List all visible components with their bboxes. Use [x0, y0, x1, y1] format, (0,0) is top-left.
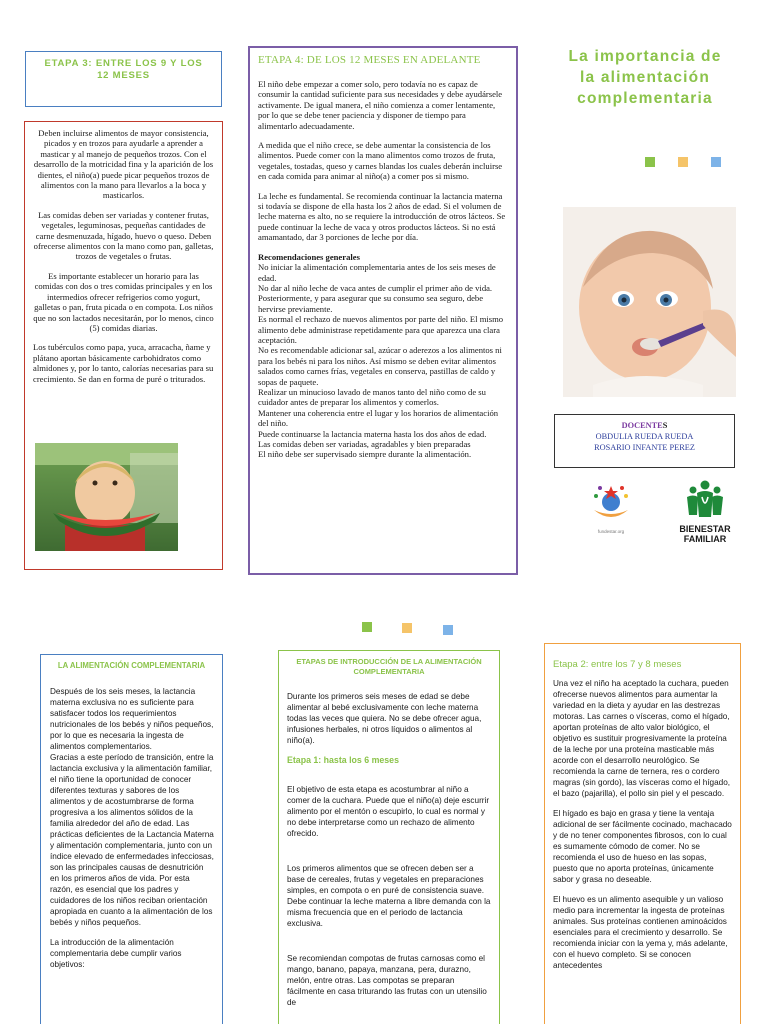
docentes-label-suffix: S [662, 421, 668, 430]
stage4-box [248, 46, 518, 575]
docentes-box [554, 414, 735, 468]
bienestar-logo-line: FAMILIAR [683, 534, 727, 544]
complementary-feeding-title: LA ALIMENTACIÓN COMPLEMENTARIA [57, 661, 206, 670]
baby-spoon-photo [563, 207, 736, 397]
stage3-paragraph: Es importante establecer un horario para las comidas con dos o tres comidas principales y en los intermedios ofrecer refrigerios como yogurt, galletas o pan, fruta picada o en compota. Los niños que no son lactados necesitarán, por lo menos, cinco (5) comidas diarias. [33, 270, 214, 333]
recommendation-item: No iniciar la alimentación complementaria antes de los seis meses de edad. [258, 262, 496, 283]
docentes-label-main: DOCENTE [621, 421, 663, 430]
bienestar-familiar-logo [675, 479, 735, 545]
stages-introduction-title: ETAPAS DE INTRODUCCIÓN DE LA ALIMENTACIÓN COMPLEMENTARIA [296, 657, 482, 676]
green-square-decor [362, 622, 372, 632]
complementary-feeding-paragraph: Después de los seis meses, la lactancia materna exclusiva no es suficiente para satisfacer todos los requerimientos nutricionales de los bebés y niños pequeños, por lo que es necesaria la ingesta de alimentos complementarios. [50, 687, 214, 751]
stage4-paragraph: El niño debe empezar a comer solo, pero todavía no es capaz de consumir la cantidad suficiente para sus necesidades y debe ayudársele activamente. De igual manera, el niño comienza a comer lentamente, por lo que se debe tener paciencia y disponer de tiempo para alimentarlo adecuadamente. [258, 79, 503, 131]
stage2-paragraph: El hígado es bajo en grasa y tiene la ventaja adicional de ser fácilmente cocinado, machacado y de no tener componentes fibrosos, con lo cual es sumamente cómodo de comer. No se recomienda el uso de hueso en las sopas, puesto que no aporta proteínas, únicamente sabor y grasa no deseable. [553, 809, 732, 884]
recommendation-item: Puede continuarse la lactancia materna hasta los dos años de edad. [258, 428, 487, 439]
fundestar-caption: fundestar.org [597, 529, 625, 534]
stage4-paragraph: A medida que el niño crece, se debe aumentar la consistencia de los alimentos. Puede comer con la mano alimentos como trozos de fruta, vegetales, tostadas, queso y carnes blandas los cuales deberán incluirse en cada comida para animar al niño(a) a comer pos si mismo. [258, 140, 503, 182]
brochure-title-line: la alimentación [580, 69, 710, 86]
stage3-paragraph: Los tubérculos como papa, yuca, arracacha, ñame y plátano aportan básicamente carbohidratos como almidones y, por lo tanto, calorías necesarias para su crecimiento. Se dan en forma de puré o triturados. [33, 342, 214, 384]
blue-square-decor [443, 625, 453, 635]
brochure-title-line: La importancia de [568, 48, 722, 65]
stage3-content-box [24, 121, 223, 570]
complementary-feeding-paragraph: La introducción de la alimentación complementaria debe cumplir varios objetivos: [50, 938, 182, 969]
recommendation-item: El niño debe ser supervisado siempre durante la alimentación. [258, 449, 472, 460]
recommendation-item: No dar al niño leche de vaca antes de cumplir el primer año de vida. Posteriormente, y para asegurar que su consumo sea seguro, debe hervirse previamente. [258, 282, 493, 314]
recommendations-title: Recomendaciones generales [258, 251, 360, 262]
docente-name: ROSARIO INFANTE PEREZ [594, 443, 695, 452]
stage4-title: ETAPA 4: DE LOS 12 MESES EN ADELANTE [258, 54, 481, 66]
recommendation-item: No es recomendable adicionar sal, azúcar o aderezos a los alimentos ni para los bebés ni para los niños. Así mismo se deben evitar alimentos salados como carnes frías, vegetales en conserva, pastillas de caldo y sopas de paquete. [258, 345, 502, 387]
stage1-paragraph: Los primeros alimentos que se ofrecen deben ser a base de cereales, frutas y vegetales en preparaciones simples, en compota o en puré de consistencia suave. Debe continuar la leche materna a libre demanda con la misma frecuencia que en el periodo de lactancia exclusiva. [287, 864, 491, 928]
child-watermelon-photo [35, 443, 178, 551]
green-square-decor [645, 157, 655, 167]
recommendation-item: Las comidas deben ser variadas, agradables y bien preparadas [258, 439, 471, 449]
family-icon [683, 479, 727, 519]
stage3-title: ETAPA 3: ENTRE LOS 9 Y LOS 12 MESES [44, 58, 203, 81]
stage1-paragraph: El objetivo de esta etapa es acostumbrar al niño a comer de la cuchara. Puede que el niño(a) deje escurrir alimento por el mentón o escupirlo, lo cual es normal y no debe interpretarse como un rechazo de alimento ofrecido. [287, 785, 490, 838]
complementary-feeding-box [40, 654, 223, 1024]
stage2-box [544, 643, 741, 1024]
fundestar-logo-icon [588, 484, 634, 524]
stage3-paragraph: Las comidas deben ser variadas y contener frutas, vegetales, leguminosas, pequeñas cantidades de carne desmenuzada, hígado, huevo o queso. Deben ofrecerse alimentos con la mano como pan, galletas, trozos de vegetales o frutas. [33, 209, 214, 262]
complementary-feeding-paragraph: Gracias a este período de transición, entre la lactancia exclusiva y la alimentación familiar, el niño tiene la oportunidad de conocer diferentes texturas y sabores de los alimentos y de acostumbrarse de forma progresiva a los alimentos sólidos de la familia alrededor del año de edad. Las prácticas deficientes de la Lactancia Materna y alimentación complementaria, junto con un índice elevado de enfermedades infecciosas, son las principales causas de desnutrición en los primeros años de vida. Por esta razón, es esencial que los padres y cuidadores de los niños reciban orientación apropiada en cuanto a la alimentación de los bebés y niños pequeños. [50, 753, 214, 927]
recommendation-item: Es normal el rechazo de nuevos alimentos por parte del niño. El mismo alimento debe administrase repetidamente para que aparezca una clara aceptación. [258, 314, 504, 345]
blue-square-decor [711, 157, 721, 167]
brochure-title-line: complementaria [577, 90, 713, 107]
orange-square-decor [402, 623, 412, 633]
stage1-paragraph: Se recomiendan compotas de frutas carnosas como el mango, banano, papaya, manzana, pera, durazno, melón, entre otras. Las compotas se preparan fácilmente en casa triturando las frutas con un utensilio de [287, 954, 487, 1007]
bienestar-logo-line: BIENESTAR [679, 524, 731, 534]
stages-intro-paragraph: Durante los primeros seis meses de edad se debe alimentar al bebé exclusivamente con leche materna todas las veces que quiera. No se debe ofrecer agua, infusiones herbales, ni otros líquidos o alimentos al niño(a). [287, 692, 482, 745]
docentes-label [555, 420, 734, 431]
stage4-paragraph: La leche es fundamental. Se recomienda continuar la lactancia materna si todavía se dispone de ella hasta los 2 años de edad. Si el volumen de leche materna es alto, no se requiere la introducción de otros lácteos. Se puede continuar la leche de vaca y otros productos lácteos. Si no está amamantado, dar 3 porciones de leche por día. [258, 190, 506, 243]
stages-introduction-box [278, 650, 500, 1024]
stage1-title: Etapa 1: hasta los 6 meses [287, 755, 399, 765]
recommendation-item: Mantener una coherencia entre el lugar y los horarios de alimentación del niño. [258, 407, 499, 429]
stage2-paragraph: Una vez el niño ha aceptado la cuchara, pueden ofrecerse nuevos alimentos para aumentar la variedad en la dieta y ayudar en las destrezas motoras. Las carnes o vísceras, como el hígado, aportan proteínas de alto valor biológico, el objetivo es sustituir progresivamente la proteína de la leche por una proteína masticable más acorde con el desarrollo neurológico. Se recomienda la carne de ternera, res o cordero magras (sin gordo), las vísceras como el hígado, el bazo (pajarilla), el pollo sin piel y el pescado. [553, 679, 731, 798]
stage2-paragraph: El huevo es un alimento asequible y un valioso medio para incrementar la ingesta de proteínas animales. Sus proteínas contienen aminoácidos esenciales para el crecimiento y desarrollo. Se recomienda iniciar con la yema y, más adelante, con el huevo completo. Si se conocen antecedentes [553, 895, 728, 970]
fundestar-logo [586, 484, 636, 540]
docente-name: OBDULIA RUEDA RUEDA [595, 432, 694, 441]
recommendation-item: Realizar un minucioso lavado de manos tanto del niño como de su cuidador antes de preparar los alimentos y comerlos. [258, 386, 486, 408]
orange-square-decor [678, 157, 688, 167]
stage3-paragraph: Deben incluirse alimentos de mayor consistencia, picados y en trozos para ayudarle a aprender a masticar y al manejo de pequeños trozos. Con el desarrollo de la motricidad fina y la aparición de los dientes, el niño(a) puede picar pequeños trozos de alimentos con la mano para llevarlos a la boca y masticarlos. [33, 128, 214, 201]
brochure-title [545, 46, 745, 109]
stage2-title: Etapa 2: entre los 7 y 8 meses [553, 659, 682, 670]
stage3-title-box [25, 51, 222, 107]
